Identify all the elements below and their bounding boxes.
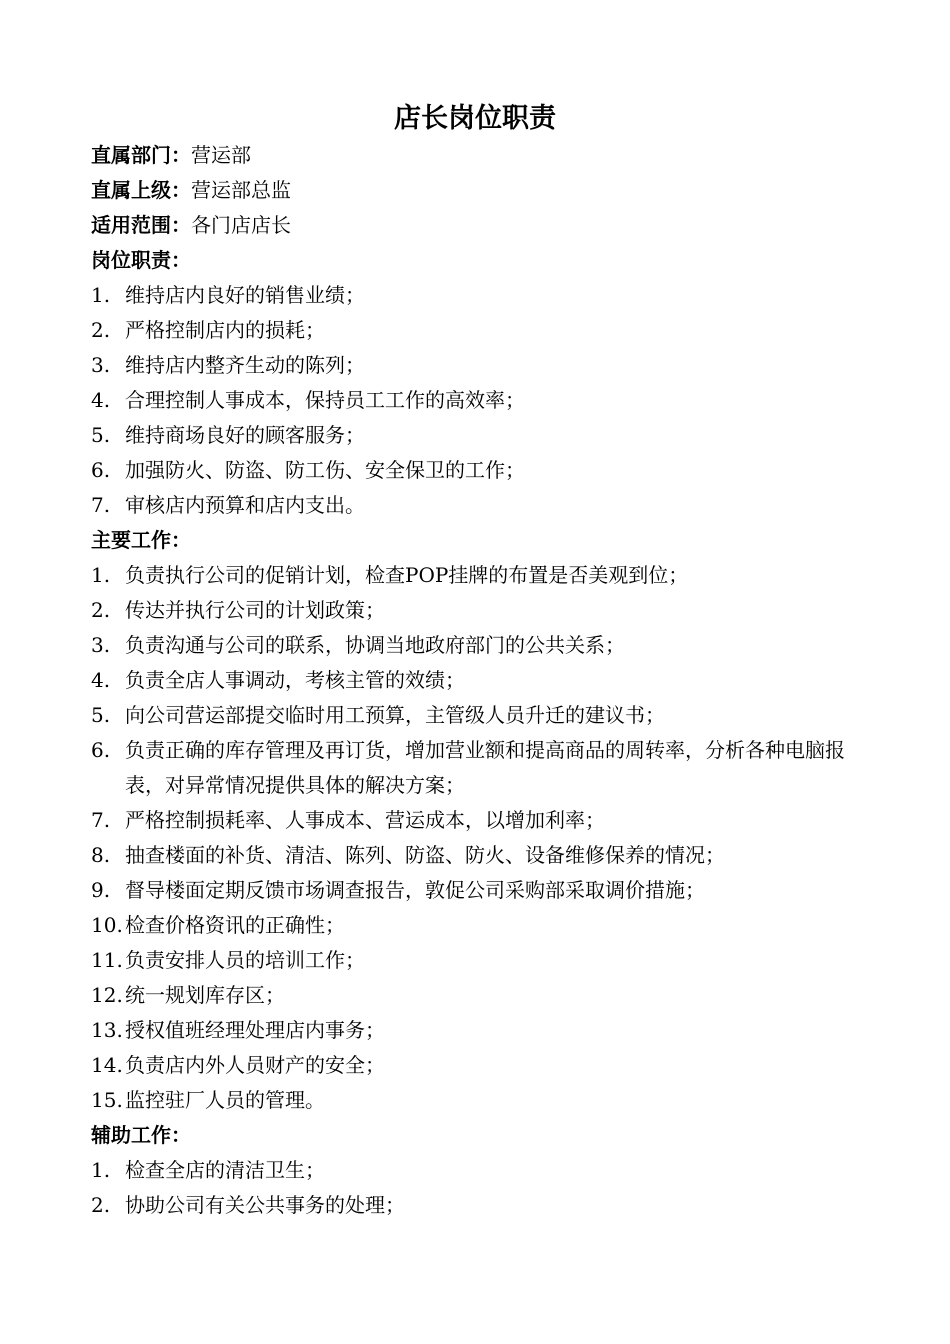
duties-list — [91, 278, 881, 523]
item-number: 7. — [91, 493, 111, 517]
item-number: 6. — [91, 738, 111, 762]
item-number: 2. — [91, 598, 111, 622]
item-number: 4. — [91, 388, 111, 412]
list-item — [91, 1083, 881, 1118]
item-number: 1. — [91, 283, 111, 307]
list-item — [91, 733, 881, 803]
item-number: 1. — [91, 563, 111, 587]
item-text: 合理控制人事成本，保持员工工作的高效率； — [125, 388, 525, 412]
item-text: 授权值班经理处理店内事务； — [125, 1018, 385, 1042]
info-superior — [91, 173, 881, 208]
info-label: 适用范围： — [91, 213, 191, 237]
list-item — [91, 278, 881, 313]
info-scope — [91, 208, 881, 243]
section-heading-main-work: 主要工作： — [91, 528, 191, 552]
list-item — [91, 383, 881, 418]
item-text: 严格控制损耗率、人事成本、营运成本，以增加利率； — [125, 808, 605, 832]
item-number: 4. — [91, 668, 111, 692]
item-number: 2. — [91, 1193, 111, 1217]
item-text: 负责全店人事调动，考核主管的效绩； — [125, 668, 465, 692]
item-text: 负责正确的库存管理及再订货，增加营业额和提高商品的周转率，分析各种电脑报表，对异常情况提供具体的解决方案； — [125, 738, 845, 797]
list-item — [91, 663, 881, 698]
item-text: 维持商场良好的顾客服务； — [125, 423, 365, 447]
list-item — [91, 593, 881, 628]
info-label: 直属上级： — [91, 178, 191, 202]
list-item — [91, 803, 881, 838]
item-text: 负责沟通与公司的联系，协调当地政府部门的公共关系； — [125, 633, 625, 657]
item-text: 督导楼面定期反馈市场调查报告，敦促公司采购部采取调价措施； — [125, 878, 705, 902]
item-text: 检查价格资讯的正确性； — [125, 913, 345, 937]
item-number: 5. — [91, 423, 111, 447]
item-text: 负责店内外人员财产的安全； — [125, 1053, 385, 1077]
list-item — [91, 628, 881, 663]
list-item — [91, 943, 881, 978]
item-number: 8. — [91, 843, 111, 867]
item-text: 检查全店的清洁卫生； — [125, 1158, 325, 1182]
item-text: 加强防火、防盗、防工伤、安全保卫的工作； — [125, 458, 525, 482]
list-item — [91, 698, 881, 733]
document-title: 店长岗位职责 — [394, 103, 556, 134]
item-number: 13. — [91, 1018, 123, 1042]
item-number: 5. — [91, 703, 111, 727]
list-item — [91, 488, 881, 523]
item-number: 3. — [91, 353, 111, 377]
list-item — [91, 348, 881, 383]
item-number: 2. — [91, 318, 111, 342]
item-text: 监控驻厂人员的管理。 — [125, 1088, 325, 1112]
item-text: 维持店内整齐生动的陈列； — [125, 353, 365, 377]
info-value: 营运部 — [191, 143, 251, 167]
section-heading-duties: 岗位职责： — [91, 248, 191, 272]
item-number: 1. — [91, 1158, 111, 1182]
item-text: 传达并执行公司的计划政策； — [125, 598, 385, 622]
item-number: 3. — [91, 633, 111, 657]
list-item — [91, 1048, 881, 1083]
aux-work-list — [91, 1153, 881, 1223]
list-item — [91, 453, 881, 488]
item-number: 11. — [91, 948, 123, 972]
item-text: 严格控制店内的损耗； — [125, 318, 325, 342]
list-item — [91, 313, 881, 348]
document-body — [91, 138, 881, 1223]
list-item — [91, 908, 881, 943]
item-number: 9. — [91, 878, 111, 902]
list-item — [91, 418, 881, 453]
item-text: 审核店内预算和店内支出。 — [125, 493, 365, 517]
info-value: 营运部总监 — [191, 178, 291, 202]
list-item — [91, 978, 881, 1013]
list-item — [91, 1153, 881, 1188]
item-text: 维持店内良好的销售业绩； — [125, 283, 365, 307]
item-text: 抽查楼面的补货、清洁、陈列、防盗、防火、设备维修保养的情况； — [125, 843, 725, 867]
item-number: 12. — [91, 983, 123, 1007]
item-text: 负责执行公司的促销计划，检查POP挂牌的布置是否美观到位； — [125, 563, 689, 587]
item-text: 负责安排人员的培训工作； — [125, 948, 365, 972]
item-number: 14. — [91, 1053, 123, 1077]
item-number: 7. — [91, 808, 111, 832]
item-number: 15. — [91, 1088, 123, 1112]
info-label: 直属部门： — [91, 143, 191, 167]
section-heading-aux-work: 辅助工作： — [91, 1123, 191, 1147]
item-number: 6. — [91, 458, 111, 482]
item-number: 10. — [91, 913, 123, 937]
main-work-list — [91, 558, 881, 1118]
list-item — [91, 1013, 881, 1048]
list-item — [91, 1188, 881, 1223]
list-item — [91, 838, 881, 873]
info-department — [91, 138, 881, 173]
item-text: 统一规划库存区； — [125, 983, 285, 1007]
item-text: 协助公司有关公共事务的处理； — [125, 1193, 405, 1217]
list-item — [91, 873, 881, 908]
item-text: 向公司营运部提交临时用工预算，主管级人员升迁的建议书； — [125, 703, 665, 727]
info-value: 各门店店长 — [191, 213, 291, 237]
list-item — [91, 558, 881, 593]
